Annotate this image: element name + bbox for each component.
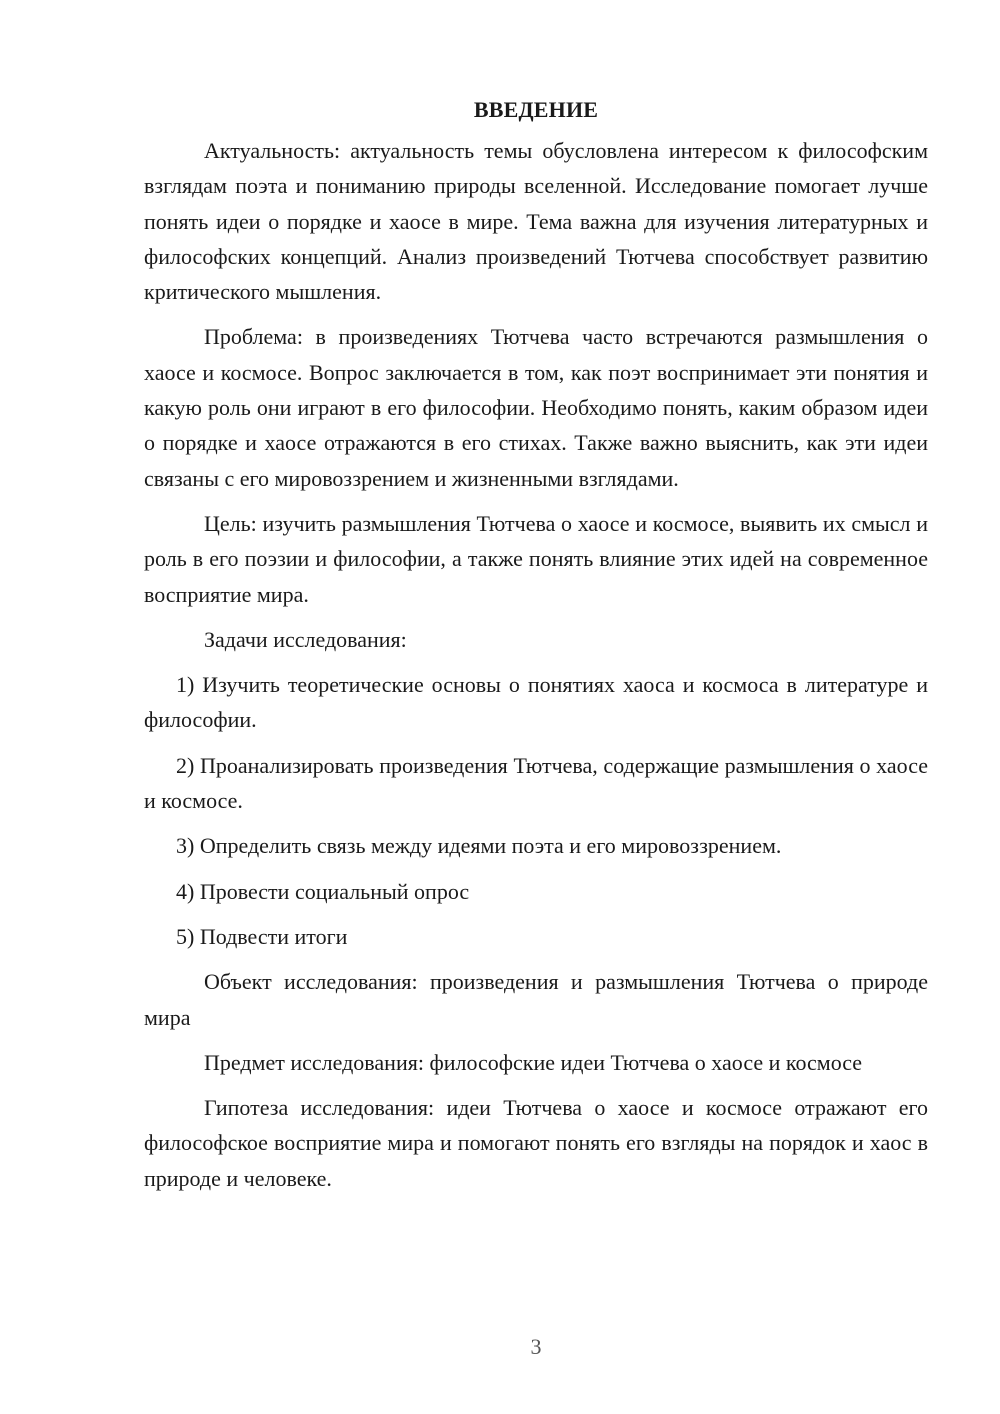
goal-paragraph: Цель: изучить размышления Тютчева о хаосе и космосе, выявить их смысл и роль в его поэзии и философии, а также понять влияние этих идей на современное восприятие мира. [144,510,928,607]
task-item-5: 5) Подвести итоги [176,923,348,949]
object-paragraph: Объект исследования: произведения и размышления Тютчева о природе мира [144,969,928,1030]
subject-paragraph: Предмет исследования: философские идеи Тютчева о хаосе и космосе [204,1049,863,1075]
tasks-title: Задачи исследования: [204,626,407,652]
hypothesis-paragraph: Гипотеза исследования: идеи Тютчева о хаосе и космосе отражают его философское восприятие мира и помогают понять его взгляды на порядок и хаос в природе и человеке. [144,1095,928,1191]
task-item-2: 2) Проанализировать произведения Тютчева, содержащие размышления о хаосе и космосе. [144,752,928,814]
task-item-3: 3) Определить связь между идеями поэта и его мировоззрением. [176,833,782,859]
page-body [144,92,928,1206]
page-number: 3 [530,1334,542,1359]
task-item-4: 4) Провести социальный опрос [176,878,470,904]
section-heading: ВВЕДЕНИЕ [473,97,599,122]
relevance-paragraph: Актуальность: актуальность темы обусловлена интересом к философским взглядам поэта и пониманию природы вселенной. Исследование помогает лучше понять идеи о порядке и хаосе в мире. Тема важна для изучения литературных и философских концепций. Анализ произведений Тютчева способствует развитию критического мышления. [144,138,928,305]
problem-paragraph: Проблема: в произведениях Тютчева часто встречаются размышления о хаосе и космосе. Вопрос заключается в том, как поэт воспринимает эти понятия и какую роль они играют в его философии. Необходимо понять, каким образом идеи о порядке и хаосе отражаются в его стихах. Также важно выяснить, как эти идеи связаны с его мировоззрением и жизненными взглядами. [144,324,928,491]
task-item-1: 1) Изучить теоретические основы о понятиях хаоса и космоса в литературе и философии. [144,672,928,733]
